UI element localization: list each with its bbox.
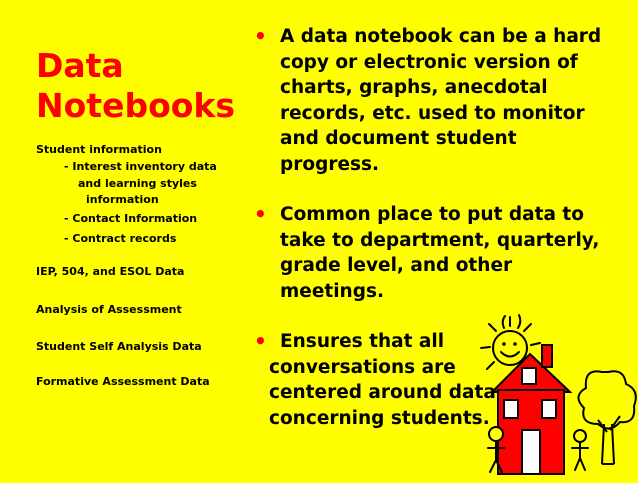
list-item: - Contract records: [64, 232, 177, 245]
school-clipart-icon: [462, 312, 638, 479]
bullet-line: conversations are: [269, 356, 456, 378]
bullet-line: take to department, quarterly,: [280, 229, 600, 251]
bullet-line: centered around data: [269, 382, 496, 403]
bullet-line: meetings.: [280, 280, 385, 302]
list-item: IEP, 504, and ESOL Data: [36, 265, 185, 278]
slide-title: [36, 46, 235, 126]
bullet-line: copy or electronic version of: [280, 51, 578, 73]
bullet-line: records, etc. used to monitor: [280, 102, 585, 124]
list-item: - Interest inventory data: [64, 160, 217, 173]
list-item: Formative Assessment Data: [36, 375, 210, 388]
list-item: Analysis of Assessment: [36, 303, 182, 316]
bullet-text: [280, 24, 601, 177]
bullet-line: concerning students.: [269, 407, 490, 429]
title-line-2: Notebooks: [36, 86, 235, 125]
bullet-dot: •: [254, 329, 267, 353]
tree-icon: [578, 371, 635, 464]
list-item: - Contact Information: [64, 212, 198, 225]
bullet-line: Ensures that all: [280, 331, 445, 352]
list-item: information: [86, 193, 159, 206]
list-item: Student Self Analysis Data: [36, 340, 202, 353]
bullet-line: Common place to put data to: [280, 204, 584, 225]
bullet-line: progress.: [280, 153, 380, 175]
bullet-line: grade level, and other: [280, 255, 513, 276]
bullet-line: A data notebook can be a hard: [280, 26, 602, 47]
bullet-line: charts, graphs, anecdotal: [280, 77, 548, 98]
bullet-line: and document student: [280, 128, 517, 149]
school-house-clipart: [462, 312, 638, 479]
bullet-dot: •: [254, 24, 267, 48]
list-item: Student information: [36, 143, 162, 156]
title-line-1: Data: [36, 46, 124, 85]
list-item: and learning styles: [78, 177, 197, 190]
bullet-dot: •: [254, 202, 267, 226]
bullet-text: [280, 202, 599, 304]
